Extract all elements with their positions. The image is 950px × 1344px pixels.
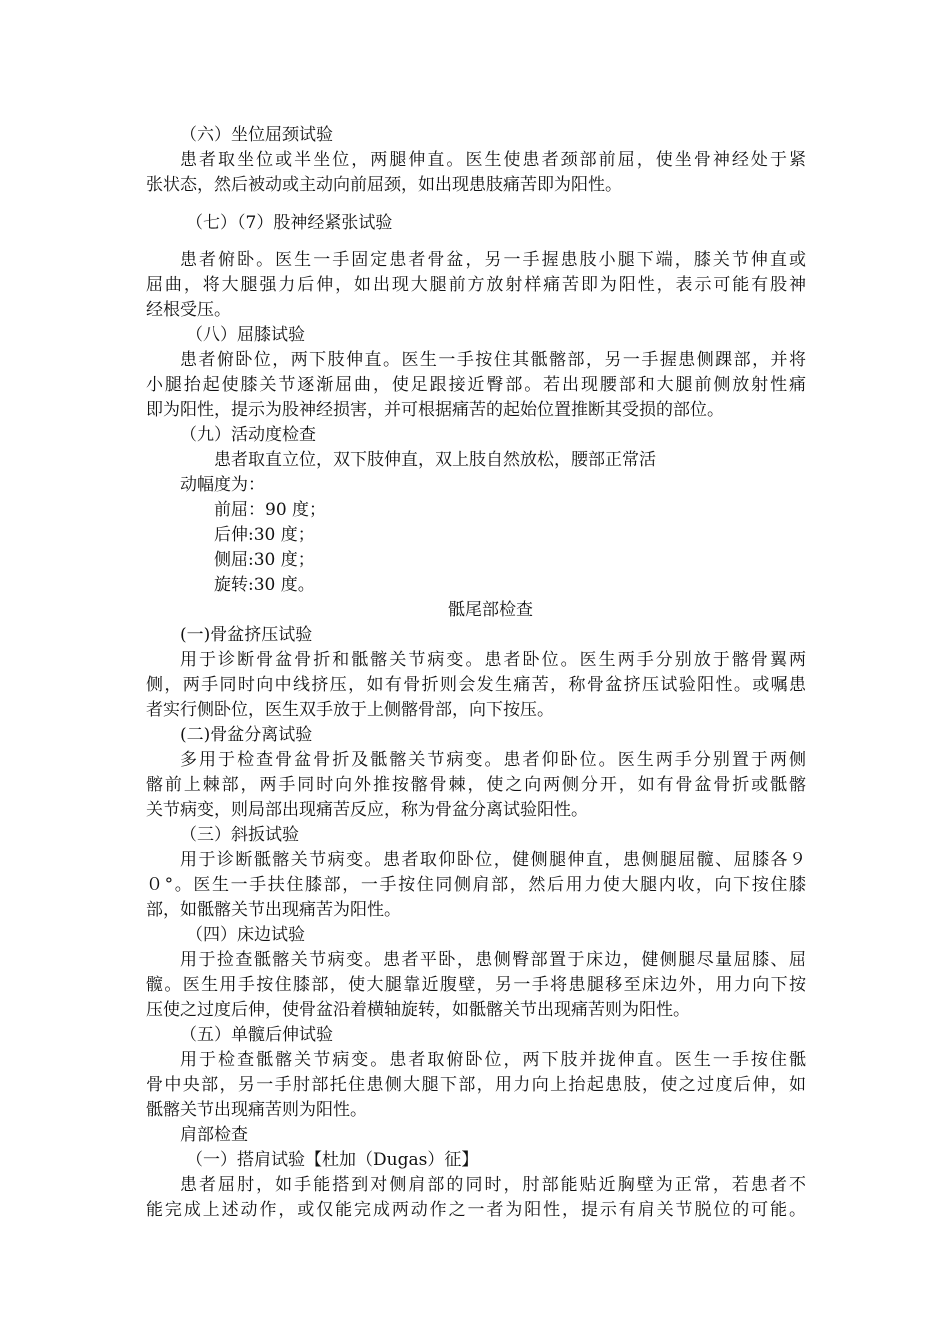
heading-single-hip-extension-test: （五）单髋后伸试验 <box>180 1025 333 1045</box>
range-item: 后伸:30 度； <box>214 525 315 545</box>
paragraph-line: 能完成上述动作，或仅能完成两动作之一者为阳性，提示有肩关节脱位的可能。 <box>146 1200 806 1220</box>
paragraph-line: 骨中央部，另一手肘部托住患侧大腿下部，用力向上抬起患肢，使之过度后伸，如 <box>146 1075 806 1095</box>
paragraph-line: 关节病变，则局部出现痛苦反应，称为骨盆分离试验阳性。 <box>146 800 588 820</box>
paragraph-line: 用于诊断骨盆骨折和骶髂关节病变。患者卧位。医生两手分别放于髂骨翼两 <box>180 650 806 670</box>
paragraph-line: 动幅度为： <box>180 475 265 495</box>
paragraph-line: 小腿抬起使膝关节逐渐屈曲，使足跟接近臀部。若出现腰部和大腿前侧放射性痛 <box>146 375 806 395</box>
section-title-sacrococcygeal: 骶尾部检查 <box>448 600 533 620</box>
paragraph-line: 者实行侧卧位，医生双手放于上侧髂骨部，向下按压。 <box>146 700 554 720</box>
paragraph-line: 屈曲，将大腿强力后伸，如出现大腿前方放射样痛苦即为阳性，表示可能有股神 <box>146 275 806 295</box>
paragraph-line: 用于捡查骶髂关节病变。患者平卧，患侧臀部置于床边，健侧腿尽量屈膝、屈 <box>180 950 806 970</box>
heading-seated-neck-flexion-test: （六）坐位屈颈试验 <box>180 125 333 145</box>
range-item: 前屈：90 度； <box>214 500 327 520</box>
paragraph-line: 患者俯卧位，两下肢伸直。医生一手按住其骶髂部，另一手握患侧踝部，并将 <box>180 350 806 370</box>
section-title-shoulder: 肩部检查 <box>180 1125 248 1145</box>
paragraph-line: 髋。医生用手按住膝部，使大腿靠近腹壁，另一手将患腿移至床边外，用力向下按 <box>146 975 806 995</box>
paragraph-line: 部，如骶髂关节出现痛苦为阳性。 <box>146 900 401 920</box>
heading-range-of-motion: （九）活动度检查 <box>180 425 316 445</box>
paragraph-line: 患者屈肘，如手能搭到对侧肩部的同时，肘部能贴近胸壁为正常，若患者不 <box>180 1175 806 1195</box>
paragraph-line: 张状态，然后被动或主动向前屈颈，如出现患肢痛苦即为阳性。 <box>146 175 622 195</box>
heading-knee-flexion-test: （八）屈膝试验 <box>186 325 305 345</box>
paragraph-line: ０°。医生一手扶住膝部，一手按住同侧肩部，然后用力使大腿内收，向下按住膝 <box>146 875 806 895</box>
paragraph-line: 患者俯卧。医生一手固定患者骨盆，另一手握患肢小腿下端，膝关节伸直或 <box>180 250 806 270</box>
range-item: 旋转:30 度。 <box>214 575 315 595</box>
paragraph-line: 患者取坐位或半坐位，两腿伸直。医生使患者颈部前屈，使坐骨神经处于紧 <box>180 150 806 170</box>
paragraph-line: 骶髂关节出现痛苦则为阳性。 <box>146 1100 367 1120</box>
paragraph-line: 压使之过度后伸，使骨盆沿着横轴旋转，如骶髂关节出现痛苦则为阳性。 <box>146 1000 690 1020</box>
paragraph-line: 经根受压。 <box>146 300 231 320</box>
heading-pelvic-separation-test: (二)骨盆分离试验 <box>180 725 313 745</box>
heading-femoral-nerve-tension-test: （七）（7）股神经紧张试验 <box>186 213 393 233</box>
paragraph-line: 即为阳性，提示为股神经损害，并可根据痛苦的起始位置推断其受损的部位。 <box>146 400 724 420</box>
heading-dugas-test: （一）搭肩试验【杜加（Dugas）征】 <box>186 1150 479 1170</box>
heading-bedside-test: （四）床边试验 <box>186 925 305 945</box>
paragraph-line: 侧，两手同时向中线挤压，如有骨折则会发生痛苦，称骨盆挤压试验阳性。或嘱患 <box>146 675 806 695</box>
heading-oblique-pull-test: （三）斜扳试验 <box>180 825 299 845</box>
paragraph-line: 髂前上棘部，两手同时向外推按髂骨棘，使之向两侧分开，如有骨盆骨折或骶髂 <box>146 775 806 795</box>
heading-pelvic-compression-test: (一)骨盆挤压试验 <box>180 625 313 645</box>
paragraph-line: 用于诊断骶髂关节病变。患者取仰卧位，健侧腿伸直，患侧腿屈髋、屈膝各９ <box>180 850 806 870</box>
range-item: 侧屈:30 度； <box>214 550 315 570</box>
paragraph-line: 患者取直立位，双下肢伸直，双上肢自然放松，腰部正常活 <box>214 450 656 470</box>
paragraph-line: 多用于检查骨盆骨折及骶髂关节病变。患者仰卧位。医生两手分别置于两侧 <box>180 750 806 770</box>
paragraph-line: 用于检查骶髂关节病变。患者取俯卧位，两下肢并拢伸直。医生一手按住骶 <box>180 1050 806 1070</box>
